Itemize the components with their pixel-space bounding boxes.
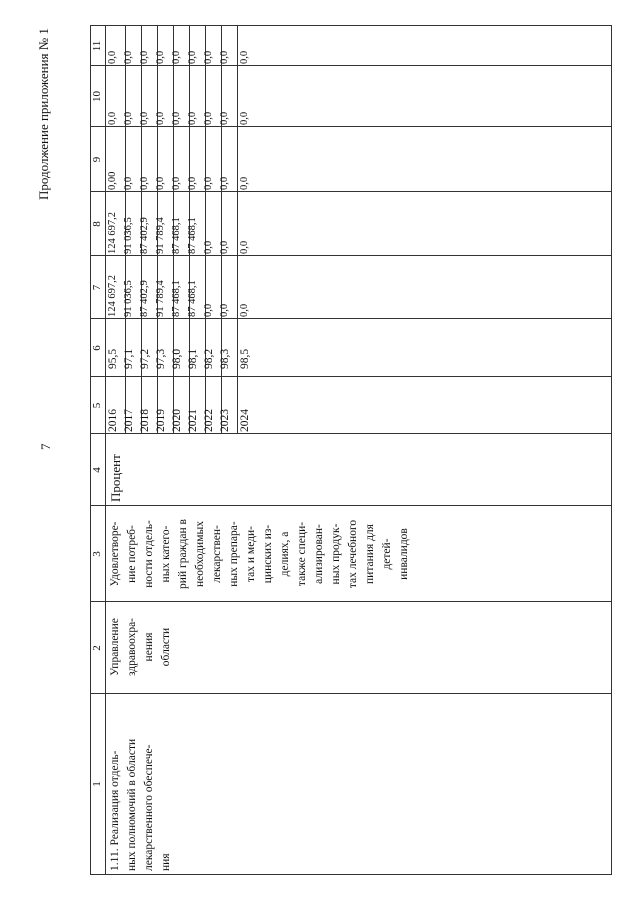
regional-budget-cell: 91 036,5 <box>123 217 134 254</box>
total-funding-cell: 87 468,1 <box>171 280 182 317</box>
regional-budget-cell: 87 468,1 <box>171 217 182 254</box>
federal-budget-cell: 0,0 <box>123 176 134 190</box>
target-value-cell: 97,1 <box>123 348 135 369</box>
column-divider <box>91 601 611 602</box>
local-budget-cell: 0,0 <box>123 111 134 125</box>
regional-budget-cell: 0,0 <box>219 240 230 254</box>
year-cell: 2021 <box>187 409 199 432</box>
total-funding-cell: 0,0 <box>219 303 230 317</box>
local-budget-cell: 0,0 <box>203 111 214 125</box>
federal-budget-cell: 0,0 <box>171 176 182 190</box>
column-divider <box>91 65 611 66</box>
federal-budget-cell: 0,0 <box>203 176 214 190</box>
federal-budget-cell: 0,0 <box>187 176 198 190</box>
federal-budget-cell: 0,0 <box>239 176 250 190</box>
year-cell: 2016 <box>107 409 119 432</box>
column-divider <box>91 255 611 256</box>
column-number: 5 <box>91 402 103 409</box>
regional-budget-cell: 87 468,1 <box>187 217 198 254</box>
row-divider <box>221 26 222 434</box>
local-budget-cell: 0,0 <box>239 111 250 125</box>
other-sources-cell: 0,0 <box>171 50 182 64</box>
column-divider <box>91 433 611 434</box>
target-value-cell: 98,0 <box>171 348 183 369</box>
other-sources-cell: 0,0 <box>239 50 250 64</box>
column-divider <box>91 318 611 319</box>
target-indicator: Удовлетворе- ние потреб- ности отдель- ных катего- рий граждан в необходимых лекарствен- ных препара- тах и меди- цинских из- делиях, а также специ- ализирован- ных продук- тах лечебного питания для детей- инвалидов <box>109 519 410 589</box>
federal-budget-cell: 0,0 <box>219 176 230 190</box>
year-cell: 2023 <box>219 409 231 432</box>
total-funding-cell: 0,0 <box>239 303 250 317</box>
responsible-executor: Управление здравоохра- нения области <box>109 617 172 677</box>
column-number: 7 <box>91 284 103 291</box>
total-funding-cell: 87 402,9 <box>139 280 150 317</box>
column-divider <box>91 693 611 694</box>
regional-budget-cell: 124 697,2 <box>107 212 118 254</box>
column-number: 3 <box>91 551 103 557</box>
row-divider <box>205 26 206 434</box>
local-budget-cell: 0,0 <box>107 111 118 125</box>
total-funding-cell: 0,0 <box>203 303 214 317</box>
total-funding-cell: 91 789,4 <box>155 280 166 317</box>
activity-name: 1.11. Реализация отдель- ных полномочий в области лекарственного обеспече- ния <box>109 738 172 871</box>
local-budget-cell: 0,0 <box>187 111 198 125</box>
row-divider <box>237 26 238 434</box>
target-value-cell: 97,2 <box>139 348 151 369</box>
local-budget-cell: 0,0 <box>139 111 150 125</box>
other-sources-cell: 0,0 <box>139 50 150 64</box>
appendix-title: Продолжение приложения № 1 <box>36 28 51 200</box>
column-number: 11 <box>91 40 103 52</box>
page-number: 7 <box>38 443 53 450</box>
total-funding-cell: 87 468,1 <box>187 280 198 317</box>
target-value-cell: 98,3 <box>219 348 231 369</box>
target-value-cell: 98,2 <box>203 348 215 369</box>
other-sources-cell: 0,0 <box>203 50 214 64</box>
regional-budget-cell: 91 789,4 <box>155 217 166 254</box>
federal-budget-cell: 0,00 <box>107 171 118 190</box>
local-budget-cell: 0,0 <box>155 111 166 125</box>
other-sources-cell: 0,0 <box>107 50 118 64</box>
column-number: 9 <box>91 156 103 163</box>
target-value-cell: 97,3 <box>155 348 167 369</box>
regional-budget-cell: 0,0 <box>239 240 250 254</box>
federal-budget-cell: 0,0 <box>155 176 166 190</box>
column-number: 6 <box>91 345 103 351</box>
column-number: 2 <box>91 645 103 651</box>
column-divider <box>91 376 611 377</box>
total-funding-cell: 91 036,5 <box>123 280 134 317</box>
header-divider <box>105 26 106 874</box>
data-table <box>90 25 612 875</box>
other-sources-cell: 0,0 <box>219 50 230 64</box>
federal-budget-cell: 0,0 <box>139 176 150 190</box>
column-number: 1 <box>91 781 103 787</box>
year-cell: 2018 <box>139 409 151 432</box>
year-cell: 2020 <box>171 409 183 432</box>
target-value-cell: 95,5 <box>107 348 119 369</box>
column-number: 10 <box>91 91 103 102</box>
target-value-cell: 98,1 <box>187 348 199 369</box>
regional-budget-cell: 0,0 <box>203 240 214 254</box>
year-cell: 2017 <box>123 409 135 432</box>
other-sources-cell: 0,0 <box>187 50 198 64</box>
local-budget-cell: 0,0 <box>171 111 182 125</box>
unit-of-measure: Процент <box>108 454 123 502</box>
other-sources-cell: 0,0 <box>155 50 166 64</box>
column-divider <box>91 191 611 192</box>
regional-budget-cell: 87 402,9 <box>139 217 150 254</box>
year-cell: 2019 <box>155 409 167 432</box>
column-number: 8 <box>91 221 103 227</box>
total-funding-cell: 124 697,2 <box>107 275 118 317</box>
column-divider <box>91 126 611 127</box>
year-cell: 2024 <box>239 409 251 432</box>
other-sources-cell: 0,0 <box>123 50 134 64</box>
target-value-cell: 98,5 <box>239 348 251 369</box>
column-number: 4 <box>91 467 103 473</box>
column-divider <box>91 505 611 506</box>
year-cell: 2022 <box>203 409 215 432</box>
local-budget-cell: 0,0 <box>219 111 230 125</box>
